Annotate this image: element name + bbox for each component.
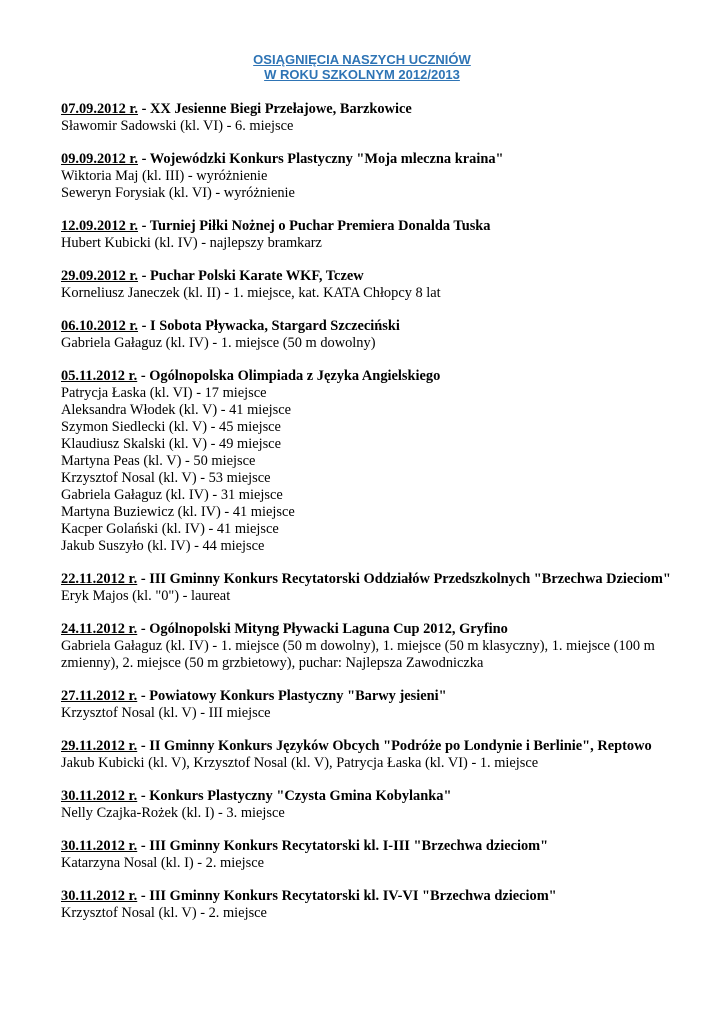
- entry-event: - Turniej Piłki Nożnej o Puchar Premiera Donalda Tuska: [138, 218, 491, 234]
- entry-date: 12.09.2012 r.: [61, 218, 139, 234]
- entry-heading: [61, 838, 701, 855]
- entry-heading: [61, 268, 701, 285]
- achievement-entry: [61, 101, 701, 135]
- entry-heading: [61, 151, 701, 168]
- entry-event: - Wojewódzki Konkurs Plastyczny "Moja mleczna kraina": [138, 151, 504, 167]
- entry-date: 30.11.2012 r.: [61, 788, 138, 804]
- entry-result: Katarzyna Nosal (kl. I) - 2. miejsce: [61, 855, 264, 871]
- entry-result: Hubert Kubicki (kl. IV) - najlepszy bramkarz: [61, 235, 322, 251]
- achievements-list: [61, 101, 701, 938]
- achievement-entry: [61, 621, 701, 672]
- title-line-2: W ROKU SZKOLNYM 2012/2013: [264, 67, 460, 82]
- entry-result: Krzysztof Nosal (kl. V) - III miejsce: [61, 705, 271, 721]
- entry-result: Gabriela Gałaguz (kl. IV) - 1. miejsce (50 m dowolny), 1. miejsce (50 m klasyczny), 1. miejsce (100 m zmienny), 2. miejsce (50 m grzbietowy), puchar: Najlepsza Zawodniczka: [61, 638, 655, 671]
- entry-result: Gabriela Gałaguz (kl. IV) - 1. miejsce (50 m dowolny): [61, 335, 376, 351]
- achievement-entry: [61, 888, 701, 922]
- entry-heading: [61, 318, 701, 335]
- entry-date: 22.11.2012 r.: [61, 571, 138, 587]
- entry-date: 29.09.2012 r.: [61, 268, 139, 284]
- entry-date: 30.11.2012 r.: [61, 888, 138, 904]
- entry-heading: [61, 688, 701, 705]
- entry-result: Gabriela Gałaguz (kl. IV) - 31 miejsce: [61, 487, 283, 503]
- entry-result: Kacper Golański (kl. IV) - 41 miejsce: [61, 521, 279, 537]
- entry-result: Martyna Buziewicz (kl. IV) - 41 miejsce: [61, 504, 295, 520]
- entry-date: 09.09.2012 r.: [61, 151, 139, 167]
- title-line-1: OSIĄGNIĘCIA NASZYCH UCZNIÓW: [253, 52, 471, 67]
- entry-result: Jakub Suszyło (kl. IV) - 44 miejsce: [61, 538, 265, 554]
- entry-result: Patrycja Łaska (kl. VI) - 17 miejsce: [61, 385, 267, 401]
- entry-heading: [61, 571, 701, 588]
- entry-date: 24.11.2012 r.: [61, 621, 138, 637]
- entry-result: Aleksandra Włodek (kl. V) - 41 miejsce: [61, 402, 292, 418]
- entry-event: - III Gminny Konkurs Recytatorski kl. I-III "Brzechwa dzieciom": [137, 838, 549, 854]
- entry-result: Sławomir Sadowski (kl. VI) - 6. miejsce: [61, 118, 294, 134]
- entry-result: Seweryn Forysiak (kl. VI) - wyróżnienie: [61, 185, 295, 201]
- entry-result: Krzysztof Nosal (kl. V) - 53 miejsce: [61, 470, 271, 486]
- entry-heading: [61, 368, 701, 385]
- entry-heading: [61, 621, 701, 638]
- entry-heading: [61, 738, 701, 755]
- entry-result: Nelly Czajka-Rożek (kl. I) - 3. miejsce: [61, 805, 285, 821]
- entry-event: - III Gminny Konkurs Recytatorski kl. IV-VI "Brzechwa dzieciom": [137, 888, 557, 904]
- achievement-entry: [61, 151, 701, 202]
- entry-heading: [61, 101, 701, 118]
- achievement-entry: [61, 318, 701, 352]
- entry-heading: [61, 788, 701, 805]
- entry-result: Jakub Kubicki (kl. V), Krzysztof Nosal (kl. V), Patrycja Łaska (kl. VI) - 1. miejsce: [61, 755, 539, 771]
- achievement-entry: [61, 838, 701, 872]
- entry-result: Eryk Majos (kl. "0") - laureat: [61, 588, 231, 604]
- entry-result: Krzysztof Nosal (kl. V) - 2. miejsce: [61, 905, 267, 921]
- achievement-entry: [61, 571, 701, 605]
- achievement-entry: [61, 268, 701, 302]
- entry-event: - II Gminny Konkurs Języków Obcych "Podróże po Londynie i Berlinie", Reptowo: [137, 738, 652, 754]
- achievement-entry: [61, 688, 701, 722]
- achievement-entry: [61, 788, 701, 822]
- entry-result: Korneliusz Janeczek (kl. II) - 1. miejsce, kat. KATA Chłopcy 8 lat: [61, 285, 441, 301]
- entry-date: 29.11.2012 r.: [61, 738, 138, 754]
- entry-event: - III Gminny Konkurs Recytatorski Oddziałów Przedszkolnych "Brzechwa Dzieciom": [137, 571, 671, 587]
- entry-result: Wiktoria Maj (kl. III) - wyróżnienie: [61, 168, 268, 184]
- entry-event: - Konkurs Plastyczny "Czysta Gmina Kobylanka": [137, 788, 452, 804]
- entry-event: - Ogólnopolska Olimpiada z Języka Angielskiego: [137, 368, 441, 384]
- entry-event: - Powiatowy Konkurs Plastyczny "Barwy jesieni": [137, 688, 447, 704]
- achievement-entry: [61, 218, 701, 252]
- entry-date: 06.10.2012 r.: [61, 318, 139, 334]
- entry-date: 30.11.2012 r.: [61, 838, 138, 854]
- achievement-entry: [61, 368, 701, 555]
- entry-date: 05.11.2012 r.: [61, 368, 138, 384]
- achievement-entry: [61, 738, 701, 772]
- entry-result: Martyna Peas (kl. V) - 50 miejsce: [61, 453, 256, 469]
- entry-date: 27.11.2012 r.: [61, 688, 138, 704]
- entry-heading: [61, 888, 701, 905]
- entry-event: - I Sobota Pływacka, Stargard Szczeciński: [138, 318, 400, 334]
- entry-result: Klaudiusz Skalski (kl. V) - 49 miejsce: [61, 436, 281, 452]
- entry-heading: [61, 218, 701, 235]
- entry-event: - Ogólnopolski Mityng Pływacki Laguna Cup 2012, Gryfino: [137, 621, 508, 637]
- entry-date: 07.09.2012 r.: [61, 101, 139, 117]
- page-title: [0, 52, 724, 82]
- entry-event: - Puchar Polski Karate WKF, Tczew: [138, 268, 364, 284]
- entry-event: - XX Jesienne Biegi Przełajowe, Barzkowice: [138, 101, 412, 117]
- entry-result: Szymon Siedlecki (kl. V) - 45 miejsce: [61, 419, 281, 435]
